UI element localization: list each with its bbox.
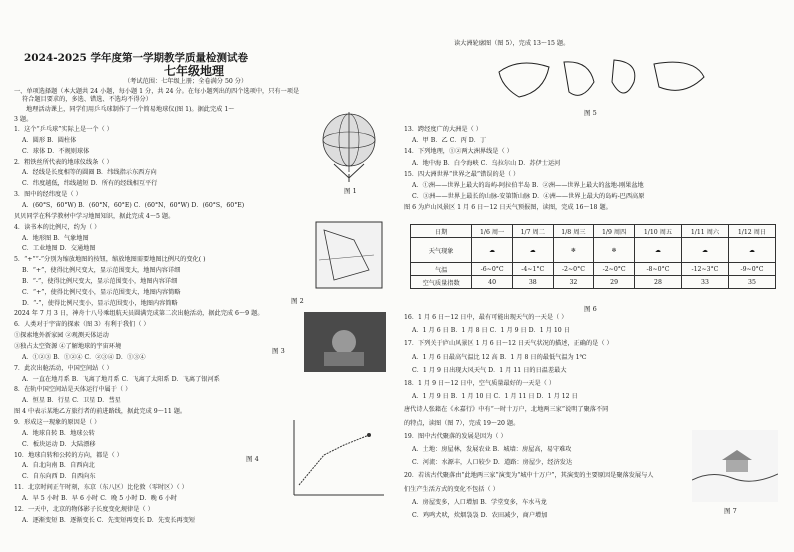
weather-icon: ☁ — [512, 238, 553, 263]
question-line: 8．在轨中国空间站是天体运行中属于（ ） — [14, 386, 132, 394]
intro-text: 地理活动课上，同学们用乒乓球制作了一个简易地球仪(图 1)。据此完成 1～ — [26, 106, 235, 113]
question-line: 1．这个“乒乓球”实际上是一个（ ） — [14, 126, 113, 133]
table-cell: 1/12 周日 — [728, 225, 775, 238]
question-line: A．(60°S，60°W) B．(60°N，60°E) C．(60°N，60°W) D．(60°S，60°E) — [22, 201, 245, 209]
question-line: C．1 月 9 日出现大风天气 D．1 月 11 日的日温差最大 — [412, 366, 567, 374]
table-cell: -12~3°C — [681, 263, 728, 276]
table-cell: 28 — [634, 276, 681, 289]
question-line: ①探索地外新家园 ②观测天体运动 — [14, 332, 109, 340]
table-cell: 38 — [512, 276, 553, 289]
question-line: 图 6 为庐山风景区 1 月 6 日～12 日天气预报图，读图，完成 16～18 题。 — [404, 204, 612, 212]
question-line: 7．此次出舱活动，中国空间站（ ） — [14, 364, 113, 372]
question-line: 2．粗铁丝所代表的地球仪线条（ ） — [14, 158, 113, 166]
table-cell: 天气现象 — [411, 238, 472, 263]
air-quality-row — [411, 276, 776, 289]
question-line: C．“+”，使得比例尺变小，显示范围变大，地图内容简略 — [22, 288, 181, 296]
table-cell: -2~0°C — [553, 263, 594, 276]
figure-6-caption: 图 6 — [584, 305, 597, 313]
figure-7-caption: 图 7 — [724, 507, 737, 515]
table-cell: 35 — [728, 276, 775, 289]
question-line: 13．跨经度广的大洲是（ ） — [404, 126, 482, 133]
question-line: 9．形成这一现象的原因是（ ） — [14, 418, 101, 426]
table-cell: -6~0°C — [472, 263, 513, 276]
question-line: A．自北向南 B．自西向北 — [22, 462, 95, 470]
weather-icon: ☁ — [681, 238, 728, 263]
question-line: 3．图中的经纬度是（ ） — [14, 191, 82, 199]
weather-icon: ☁ — [472, 238, 513, 263]
question-line: A．圆形 B．圆柱体 — [22, 136, 77, 144]
table-cell: 1/10 周五 — [634, 225, 681, 238]
question-line: A．1 月 9 日 B．1 月 10 日 C．1 月 11 日 D．1 月 12 日 — [412, 393, 578, 401]
question-line: 唐代诗人张籍在《永嘉行》中有“一时十万户，北地两三家”说明了聚落不同 — [404, 406, 609, 414]
continent-heading: 读大洲轮廓图（图 5），完成 13～15 题。 — [454, 40, 570, 47]
question-line: 17．下列关于庐山风景区 1 月 6 日～12 日天气状况的描述，正确的是（ ） — [404, 340, 613, 348]
question-line: B．“+”，使得比例尺变大，显示范围变大，地图内容详细 — [22, 267, 181, 275]
question-line: C．河流：水源丰，人口较少 D．道路：房屋少，经济发达 — [412, 459, 573, 467]
question-line: 的特点，读图（图 7），完成 19～20 题。 — [404, 419, 520, 427]
question-line: D．“-”，使得比例尺变小，显示范围变小，地图内容简略 — [22, 299, 178, 307]
weather-icon: ❄ — [594, 238, 635, 263]
question-line: 15．四大洲世界“世界之最”错误的是（ ） — [404, 170, 520, 178]
table-cell: 1/7 周二 — [512, 225, 553, 238]
question-line: C．球体 D．不规则球体 — [22, 147, 90, 155]
question-line: A．①洲——世界上最大的岛屿-阿拉伯半岛 B．②洲——世界上最大的盆地-刚果盆地 — [412, 182, 644, 189]
section-heading-2: 符合题目要求的，多选、错选、不选均不得分） — [22, 96, 152, 103]
question-line: A．地形图 B．气象地图 — [22, 234, 89, 242]
subject-title: 七年级地理 — [164, 64, 225, 78]
table-cell: 29 — [594, 276, 635, 289]
question-line: 11．北京时间正午时刻，东京（东八区）比伦敦（零时区）（ ） — [14, 484, 188, 492]
weather-table — [410, 224, 776, 289]
question-line: C．工业地图 D．交通地图 — [22, 245, 96, 253]
weather-icon: ☁ — [728, 238, 775, 263]
question-line: C．板块运动 D．大陆漂移 — [22, 440, 96, 448]
question-line: A．一直在地月系 B．飞离了地月系 C．飞离了太阳系 D．飞离了银河系 — [22, 375, 220, 383]
question-line: 14．下列地理，①②两大洲界线是（ ） — [404, 148, 513, 156]
question-line: 4．读书本的比例尺，约为（ ） — [14, 223, 101, 231]
table-cell: 1/8 周三 — [553, 225, 594, 238]
figure-4-caption: 图 4 — [246, 455, 259, 463]
question-line: A．经线是长度相等的圆圈 B．纬线指示东西方向 — [22, 169, 157, 177]
route-chart — [284, 415, 390, 505]
question-line: A．房屋变多，人口增加 B．学堂变多，车水马龙 — [412, 498, 547, 506]
temperature-row — [411, 263, 776, 276]
question-line: A．逐渐变短 B．逐渐变长 C．先变短再变长 D．先变长再变短 — [22, 516, 196, 524]
question-line: 6．人类对于宇宙的探索（图 3）有利于我们（ ） — [14, 321, 150, 329]
table-cell: -8~0°C — [634, 263, 681, 276]
question-line: 16．1 月 6 日～12 日中，最有可能出现天气的一天是（ ） — [404, 314, 568, 321]
question-line: C．鸡鸣犬吠，炊烟袅袅 D．农田减少，商户增加 — [412, 512, 548, 519]
question-line: 12．一天中，北京的物体影子长度变化规律是（ ） — [14, 505, 154, 513]
weather-icon: ❄ — [553, 238, 594, 263]
question-line: A．早 5 小时 B．早 6 小时 C．晚 5 小时 D．晚 6 小时 — [22, 494, 178, 502]
question-line: 20．若该古代聚落由“此地两三家”演变为“城中十万户”，其演变的主要原因是聚落发展与人 — [404, 472, 654, 480]
question-line: 2024 年 7 月 3 日，神舟十八号乘组航天员圆满完成第二次出舱活动，据此完成 6～9 题。 — [14, 310, 264, 318]
question-line: 贝贝同学在科学教材中学习地图知识，据此完成 4～5 题。 — [14, 212, 175, 220]
question-line: 10．地球自转和公转的方向，都是（ ） — [14, 451, 123, 459]
figure-1-caption: 图 1 — [344, 187, 357, 195]
question-line: A．地中海 B．白令海峡 C．乌拉尔山 D．苏伊士运河 — [412, 159, 561, 167]
question-line: C．自东向西 D．自西向东 — [22, 473, 96, 481]
question-line: 们生产生活方式的变化不包括（ ） — [404, 485, 499, 493]
question-line: A．1 月 6 日 B．1 月 8 日 C．1 月 9 日 D．1 月 10 日 — [412, 327, 570, 335]
table-cell: 日期 — [411, 225, 472, 238]
table-cell: 1/11 周六 — [681, 225, 728, 238]
table-header-row — [411, 225, 776, 238]
table-cell: 空气质量指数 — [411, 276, 472, 289]
figure-2-caption: 图 2 — [291, 297, 304, 305]
question-line: A．甲 B．乙 C．丙 D．丁 — [412, 137, 487, 145]
table-cell: -4~1°C — [512, 263, 553, 276]
exam-title: 2024-2025 学年度第一学期教学质量检测试卷 — [24, 52, 248, 64]
astronaut-photo — [304, 312, 386, 372]
table-cell: 40 — [472, 276, 513, 289]
question-line: 5．“+”“-”分别为缩放地图的按钮，缩放地图需要地图比例尺的变化( ) — [14, 256, 206, 264]
question-line: A．①②③ B．①②④ C．②③④ D．①③④ — [22, 353, 146, 361]
question-line: A．地球自转 B．地球公转 — [22, 429, 95, 437]
intro-text-2: 3 题。 — [14, 116, 33, 123]
village-drawing — [692, 430, 778, 502]
globe-figure — [314, 102, 384, 184]
table-cell: 1/6 周一 — [472, 225, 513, 238]
section-heading: 一、单项选择题（本大题共 24 小题，每小题 1 分，共 24 分。在每小题列出的四个选项中，只有一项是 — [14, 88, 300, 95]
table-cell: -9~0°C — [728, 263, 775, 276]
question-line: A．恒星 B．行星 C．卫星 D．彗星 — [22, 397, 121, 405]
question-line: C．③洲——世界上最长的山脉-安第斯山脉 D．④洲——世界上最大的岛屿-巴西高原 — [412, 193, 645, 201]
table-cell: 1/9 周四 — [594, 225, 635, 238]
continent-outlines — [494, 52, 714, 107]
question-line: ③独占太空资源 ④了解地球的宇宙环境 — [14, 343, 122, 350]
question-line: 图 4 中表示某地乙方旅行者的前进路线，据此完成 9～11 题。 — [14, 408, 187, 416]
question-line: B．“-”，使得比例尺变大，显示范围变小，地图内容详细 — [22, 277, 178, 285]
table-cell: 气温 — [411, 263, 472, 276]
question-line: C．纬度越低，纬线越短 D．所有的经线相互平行 — [22, 180, 158, 188]
figure-5-caption: 图 5 — [584, 109, 597, 117]
question-line: 19．图中古代聚落的发展是因为（ ） — [404, 432, 507, 440]
question-line: A．土地：房屋林，发展农业 B．城墙：房屋高，易守难攻 — [412, 446, 572, 453]
question-line: A．1 月 6 日最高气温比 12 高 B．1 月 8 日的最低气温为 1℃ — [412, 353, 587, 361]
table-cell: 32 — [553, 276, 594, 289]
table-cell: 33 — [681, 276, 728, 289]
figure-3-caption: 图 3 — [272, 347, 285, 355]
exam-scope: （考试范围：七年级上册；全卷满分 50 分） — [124, 78, 248, 85]
table-cell: -2~0°C — [594, 263, 635, 276]
weather-icon: ☁ — [634, 238, 681, 263]
map-figure — [314, 220, 384, 290]
question-line: 18．1 月 9 日～12 日中，空气质量最好的一天是（ ） — [404, 380, 556, 387]
weather-row — [411, 238, 776, 263]
